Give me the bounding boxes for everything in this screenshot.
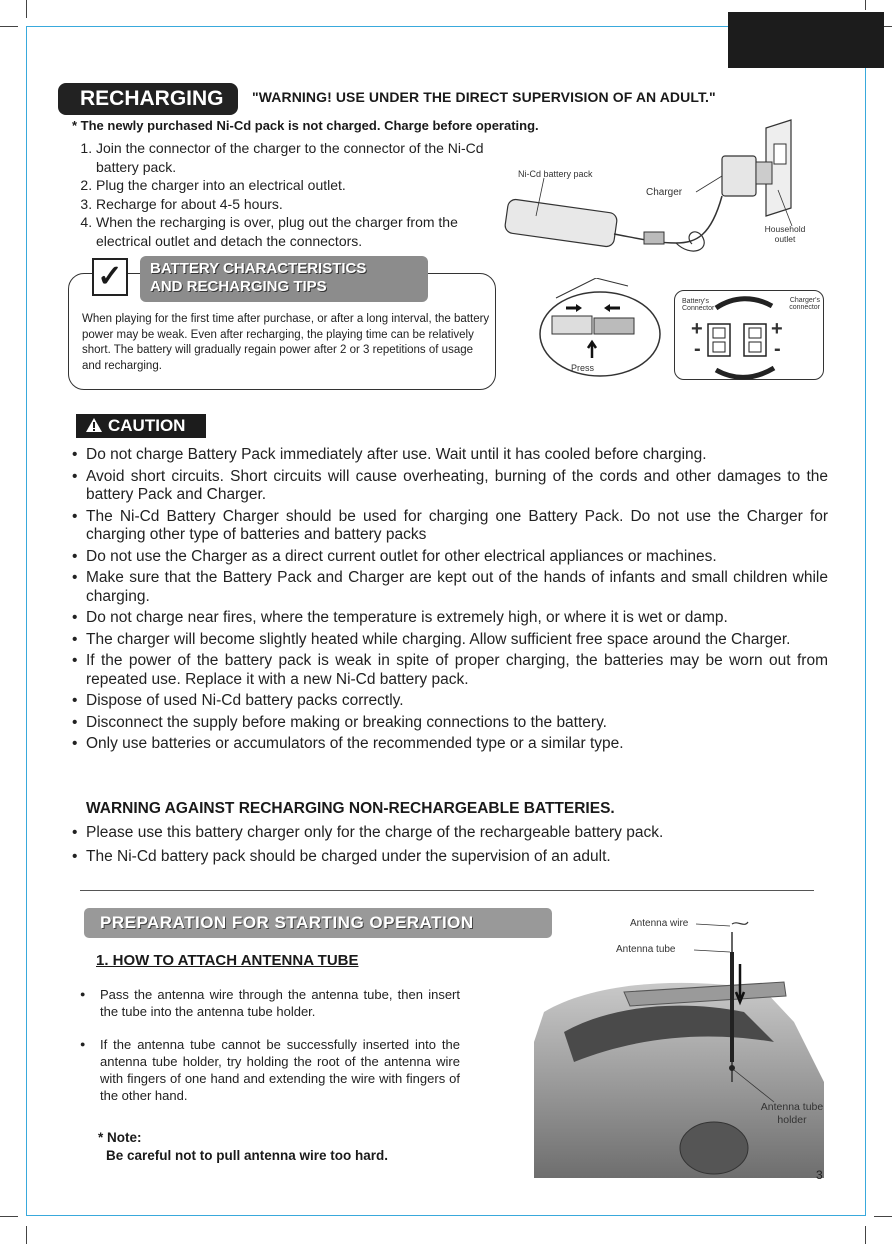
antenna-tube-holder-label: Antenna tube holder bbox=[760, 1101, 824, 1126]
battery-pack-label: Ni-Cd battery pack bbox=[518, 169, 593, 179]
crop-mark bbox=[26, 0, 27, 18]
step-item: 4. When the recharging is over, plug out the charger from the electrical outlet and detach the connectors. bbox=[96, 213, 516, 250]
warning-item: • Please use this battery charger only for the charge of the rechargeable battery pack. bbox=[68, 824, 828, 843]
section-tab bbox=[728, 12, 884, 68]
crop-mark bbox=[874, 1216, 892, 1217]
connector-press-diagram bbox=[536, 278, 664, 378]
instruction-item: ● If the antenna tube cannot be successfully inserted into the antenna tube holder, try holding the root of the antenna wire with fingers of one hand and extending the wire with fingers of the other hand. bbox=[80, 1036, 460, 1104]
checkmark-icon: ✓ bbox=[92, 258, 128, 296]
caution-item: • The Ni-Cd Battery Charger should be used for charging one Battery Pack. Do not use the Charger for charging other type of batteries and battery packs bbox=[68, 508, 828, 545]
crop-mark bbox=[865, 0, 866, 10]
caution-item: • Avoid short circuits. Short circuits will cause overheating, burning of the cords and other damages to the battery Pack and Charger. bbox=[68, 468, 828, 505]
caution-item: • Only use batteries or accumulators of the recommended type or a similar type. bbox=[68, 735, 828, 754]
caution-title bbox=[76, 414, 206, 438]
caution-item: • If the power of the battery pack is weak in spite of proper charging, the batteries may be worn out from repeated use. Replace it with a new Ni-Cd battery pack. bbox=[68, 652, 828, 689]
warning-triangle-icon bbox=[86, 418, 102, 432]
antenna-tube-label: Antenna tube bbox=[616, 944, 676, 955]
antenna-subheading: 1. HOW TO ATTACH ANTENNA TUBE bbox=[96, 952, 359, 969]
caution-item: • Disconnect the supply before making or breaking connections to the battery. bbox=[68, 714, 828, 733]
charger-label: Charger bbox=[646, 187, 683, 198]
caution-item: • The charger will become slightly heated while charging. Allow sufficient free space around the Charger. bbox=[68, 631, 828, 650]
step-item: 2. Plug the charger into an electrical outlet. bbox=[96, 176, 516, 195]
step-item: 1. Join the connector of the charger to the connector of the Ni-Cd battery pack. bbox=[96, 139, 516, 176]
crop-mark bbox=[0, 26, 18, 27]
note-label: * Note: bbox=[98, 1130, 142, 1145]
caution-item: • Dispose of used Ni-Cd battery packs correctly. bbox=[68, 692, 828, 711]
press-label: Press bbox=[571, 363, 595, 373]
tips-banner-line: BATTERY CHARACTERISTICS bbox=[150, 260, 367, 277]
tips-banner bbox=[140, 256, 428, 302]
step-item: 3. Recharge for about 4-5 hours. bbox=[96, 195, 516, 214]
warning-item: • The Ni-Cd battery pack should be charged under the supervision of an adult. bbox=[68, 848, 828, 867]
crop-mark bbox=[865, 1226, 866, 1244]
plus-sign: + bbox=[771, 318, 783, 340]
battery-connector-label: Battery's Connector bbox=[682, 298, 715, 312]
adult-supervision-warning: "WARNING! USE UNDER THE DIRECT SUPERVISION OF AN ADULT." bbox=[252, 89, 716, 105]
minus-sign: - bbox=[774, 338, 781, 360]
caution-item: • Do not use the Charger as a direct current outlet for other electrical appliances or machines. bbox=[68, 548, 828, 567]
car-antenna-photo bbox=[534, 912, 834, 1178]
note-text: Be careful not to pull antenna wire too hard. bbox=[106, 1148, 389, 1163]
caution-item: • Make sure that the Battery Pack and Charger are kept out of the hands of infants and small children while charging. bbox=[68, 569, 828, 606]
recharging-title: RECHARGING bbox=[58, 83, 238, 115]
preparation-banner: PREPARATION FOR STARTING OPERATION bbox=[84, 908, 552, 938]
tips-body: When playing for the first time after purchase, or after a long interval, the battery power may be weak. Even after recharging, the playing time can be relatively short. The battery will gradually regain power after 2 or 3 repetitions of usage and recharging. bbox=[82, 313, 490, 372]
tips-banner-line: AND RECHARGING TIPS bbox=[150, 278, 327, 295]
section-divider bbox=[80, 890, 814, 891]
warning-list bbox=[68, 824, 828, 871]
not-charged-note: * The newly purchased Ni-Cd pack is not charged. Charge before operating. bbox=[72, 118, 539, 133]
page-number: 3 bbox=[816, 1168, 823, 1182]
recharging-steps bbox=[74, 139, 516, 250]
caution-list bbox=[68, 446, 828, 757]
minus-sign: - bbox=[694, 338, 701, 360]
crop-mark bbox=[26, 1226, 27, 1244]
crop-mark bbox=[0, 1216, 18, 1217]
antenna-wire-label: Antenna wire bbox=[630, 918, 689, 929]
antenna-instructions bbox=[80, 986, 460, 1120]
caution-title-text: CAUTION bbox=[108, 416, 186, 435]
non-rechargeable-warning-heading: WARNING AGAINST RECHARGING NON-RECHARGEABLE BATTERIES. bbox=[86, 800, 615, 817]
charger-connector-label: Charger's connector bbox=[789, 297, 820, 311]
instruction-item: ● Pass the antenna wire through the antenna tube, then insert the tube into the antenna tube holder. bbox=[80, 986, 460, 1020]
caution-item: • Do not charge Battery Pack immediately after use. Wait until it has cooled before charging. bbox=[68, 446, 828, 465]
caution-item: • Do not charge near fires, where the temperature is extremely high, or where it is wet or damp. bbox=[68, 609, 828, 628]
plus-sign: + bbox=[691, 318, 703, 340]
outlet-label: Household outlet bbox=[764, 224, 806, 244]
